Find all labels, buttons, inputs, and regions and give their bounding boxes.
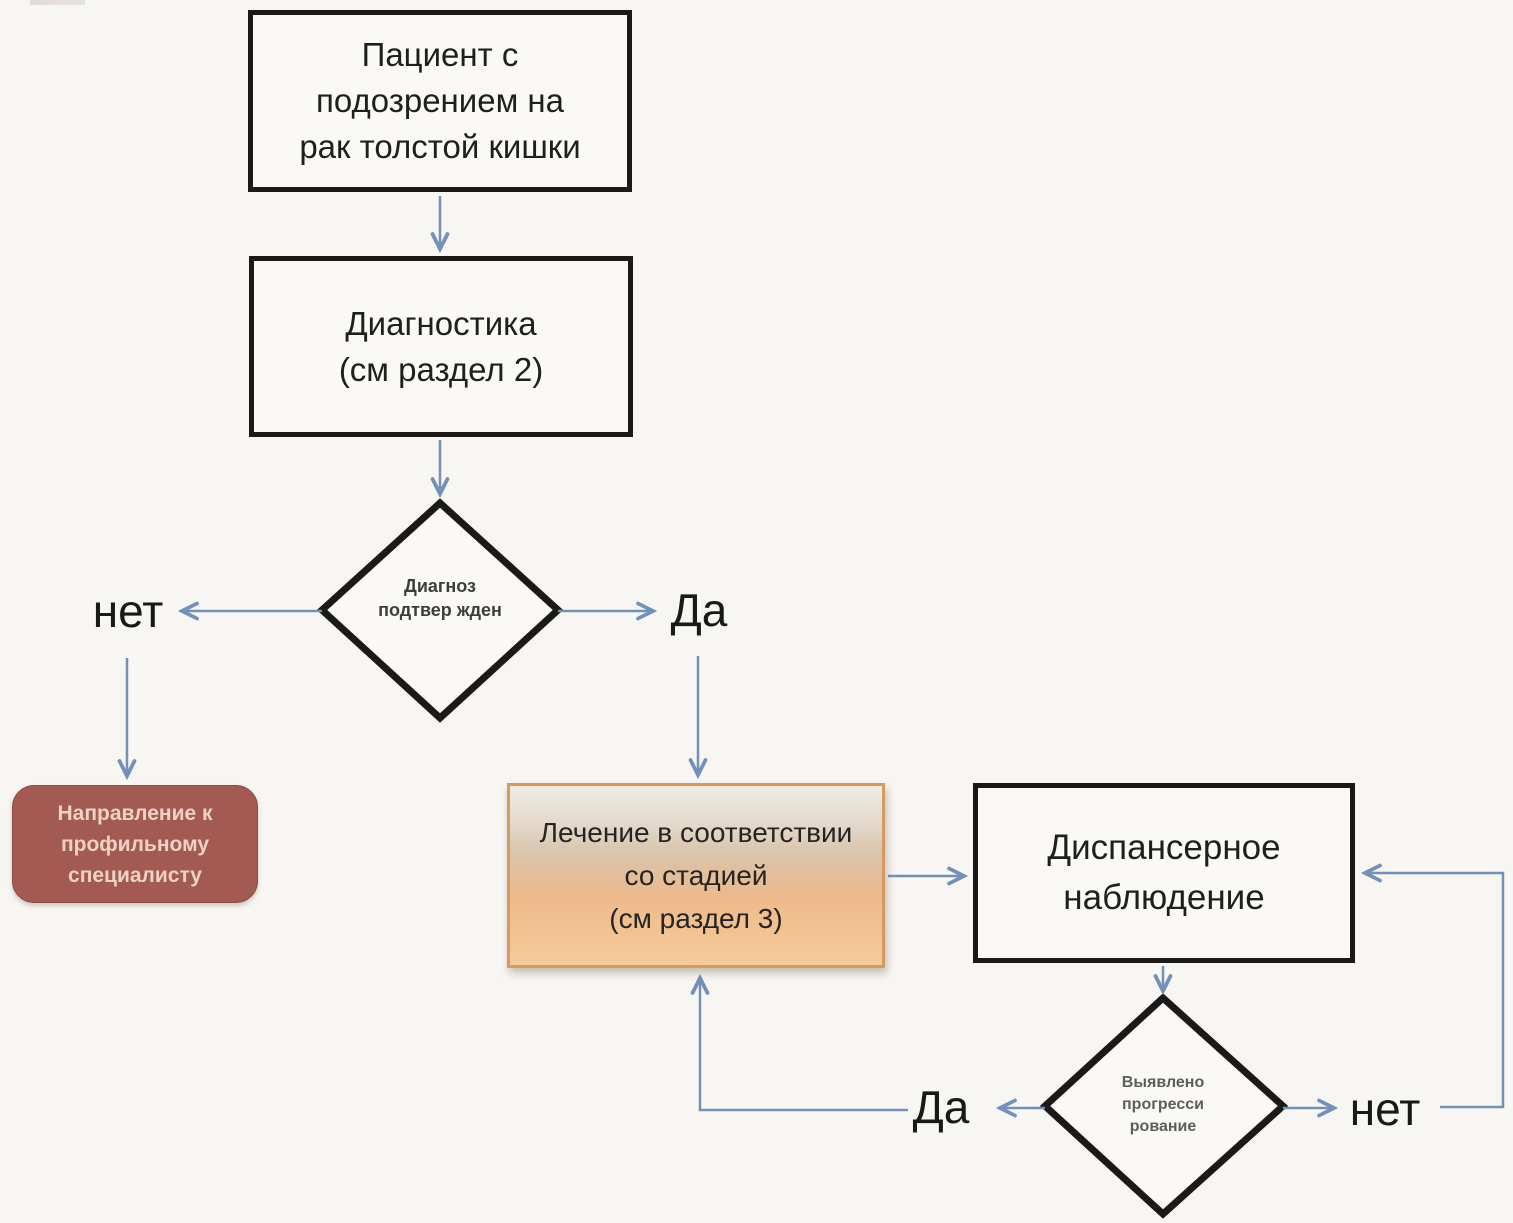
node-patient-line: подозрением на xyxy=(315,82,564,119)
node-observation-line: наблюдение xyxy=(1063,878,1265,917)
diamond2-line: Выявлено xyxy=(1121,1074,1205,1091)
node-patient xyxy=(248,10,632,192)
node-observation xyxy=(973,783,1355,963)
diamond2-line: прогресси xyxy=(1122,1096,1204,1113)
diamond1-label xyxy=(365,574,515,622)
diamond1-line: подтвер xyxy=(378,600,452,620)
edge-label-no-progression: нет xyxy=(1349,1083,1421,1135)
diamond1-line: жден xyxy=(456,600,502,620)
diamond1-line: Диагноз xyxy=(404,576,476,596)
node-treatment-line: со стадией xyxy=(624,860,768,891)
arrow-yes-loop-to-treatment xyxy=(700,978,908,1110)
node-diagnostics-line: Диагностика xyxy=(345,304,537,342)
node-referral-line: профильному xyxy=(60,832,210,856)
diamond2-line: рование xyxy=(1129,1118,1197,1135)
diamond2-label xyxy=(1088,1072,1238,1138)
node-patient-line: Пациент с xyxy=(361,36,519,73)
node-diagnostics-line: (см раздел 2) xyxy=(338,350,544,388)
edge-label-yes-diagnosis: Да xyxy=(670,584,728,636)
node-referral-line: специалисту xyxy=(68,863,202,887)
arrow-no-loop-to-observation xyxy=(1365,873,1503,1107)
edge-label-yes-progression: Да xyxy=(912,1081,970,1133)
node-referral xyxy=(12,785,258,903)
node-treatment-line: Лечение в соответствии xyxy=(539,817,853,848)
node-treatment-line: (см раздел 3) xyxy=(609,903,783,934)
edge-label-no-diagnosis: нет xyxy=(92,585,164,637)
node-observation-line: Диспансерное xyxy=(1047,828,1281,867)
node-diagnostics xyxy=(249,256,633,437)
node-referral-line: Направление к xyxy=(57,801,213,825)
node-treatment xyxy=(507,783,885,968)
node-patient-line: рак толстой кишки xyxy=(299,128,581,165)
